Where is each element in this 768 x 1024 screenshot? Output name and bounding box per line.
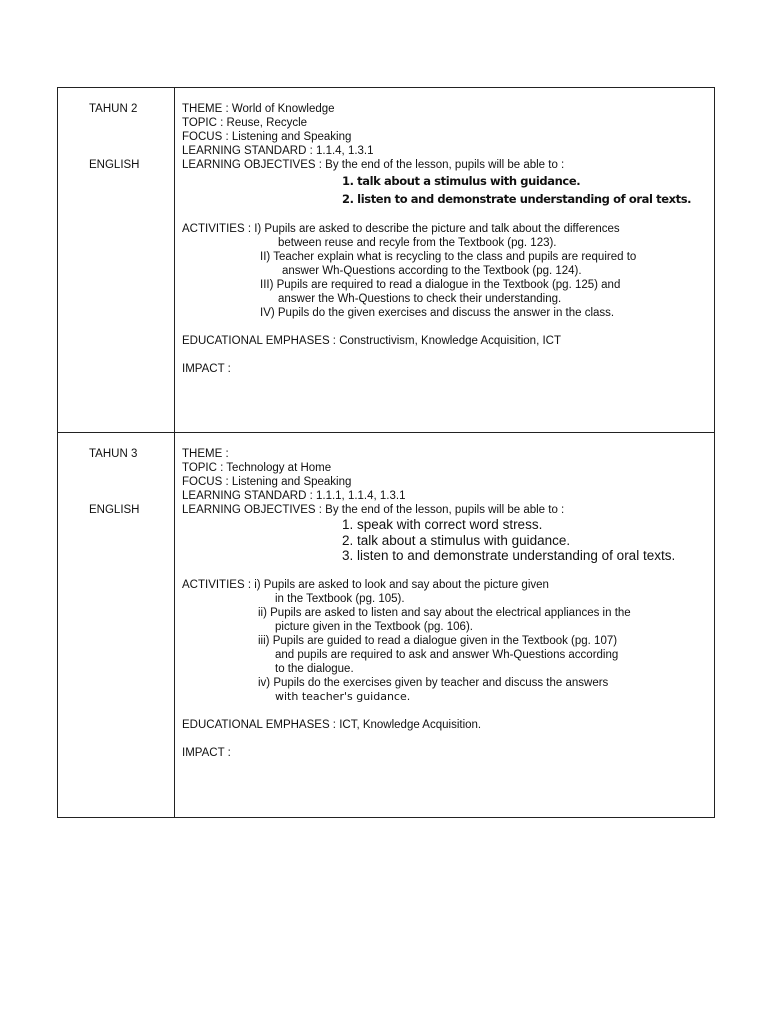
- topic-line: TOPIC : Technology at Home: [182, 462, 332, 474]
- focus-line: FOCUS : Listening and Speaking: [182, 131, 352, 143]
- spacer: [182, 564, 706, 578]
- lesson-row: [58, 433, 714, 817]
- activity-line: iv) Pupils do the exercises given by teacher and discuss the answers: [258, 676, 609, 689]
- activity-line: picture given in the Textbook (pg. 106).: [275, 620, 473, 633]
- learning-standard-line: LEARNING STANDARD : 1.1.4, 1.3.1: [182, 145, 374, 157]
- activity-line: with teacher's guidance.: [275, 689, 411, 703]
- activity-line: ACTIVITIES : I) Pupils are asked to describe the picture and talk about the differences: [182, 223, 620, 235]
- activity-line: ACTIVITIES : i) Pupils are asked to look and say about the picture given: [182, 578, 549, 591]
- activity-line: II) Teacher explain what is recycling to the class and pupils are required to: [260, 251, 637, 263]
- spacer: [182, 348, 706, 362]
- subject-label: ENGLISH: [89, 504, 140, 516]
- class-cell: [58, 433, 175, 817]
- spacer: [182, 732, 706, 746]
- educational-emphases-line: EDUCATIONAL EMPHASES : ICT, Knowledge Acquisition.: [182, 718, 482, 731]
- activity-line: to the dialogue.: [275, 662, 354, 675]
- objective-item: 2. listen to and demonstrate understanding of oral texts.: [342, 192, 692, 206]
- theme-line: THEME : World of Knowledge: [182, 103, 335, 115]
- impact-line: IMPACT :: [182, 746, 231, 759]
- activity-line: iii) Pupils are guided to read a dialogue given in the Textbook (pg. 107): [258, 634, 618, 647]
- impact-line: IMPACT :: [182, 363, 231, 375]
- activity-line: III) Pupils are required to read a dialogue in the Textbook (pg. 125) and: [260, 279, 621, 291]
- focus-line: FOCUS : Listening and Speaking: [182, 476, 352, 488]
- lesson-details: [175, 88, 714, 432]
- activity-line: ii) Pupils are asked to listen and say about the electrical appliances in the: [258, 606, 631, 619]
- spacer: [182, 208, 706, 222]
- year-label: TAHUN 3: [89, 448, 138, 460]
- lesson-row: [58, 88, 714, 433]
- activity-line: answer the Wh-Questions to check their understanding.: [278, 293, 562, 305]
- activity-line: IV) Pupils do the given exercises and discuss the answer in the class.: [260, 307, 615, 319]
- lesson-plan-table: [57, 87, 715, 818]
- topic-line: TOPIC : Reuse, Recycle: [182, 117, 308, 129]
- theme-line: THEME :: [182, 448, 229, 460]
- learning-standard-line: LEARNING STANDARD : 1.1.1, 1.1.4, 1.3.1: [182, 490, 406, 502]
- activity-line: in the Textbook (pg. 105).: [275, 592, 405, 605]
- subject-label: ENGLISH: [89, 159, 140, 171]
- learning-objectives-line: LEARNING OBJECTIVES : By the end of the lesson, pupils will be able to :: [182, 504, 565, 516]
- lesson-details: [175, 433, 714, 817]
- spacer: [182, 320, 706, 334]
- educational-emphases-line: EDUCATIONAL EMPHASES : Constructivism, Knowledge Acquisition, ICT: [182, 335, 561, 347]
- objective-item: 1. talk about a stimulus with guidance.: [342, 174, 581, 188]
- learning-objectives-line: LEARNING OBJECTIVES : By the end of the lesson, pupils will be able to :: [182, 159, 565, 171]
- activity-line: between reuse and recyle from the Textbook (pg. 123).: [278, 237, 557, 249]
- activity-line: and pupils are required to ask and answer Wh-Questions according: [275, 648, 619, 661]
- year-label: TAHUN 2: [89, 103, 138, 115]
- objective-item: 1. speak with correct word stress.: [342, 517, 543, 532]
- objective-item: 2. talk about a stimulus with guidance.: [342, 532, 571, 548]
- spacer: [182, 704, 706, 718]
- class-cell: [58, 88, 175, 432]
- activity-line: answer Wh-Questions according to the Textbook (pg. 124).: [282, 265, 582, 277]
- objective-item: 3. listen to and demonstrate understanding of oral texts.: [342, 548, 676, 563]
